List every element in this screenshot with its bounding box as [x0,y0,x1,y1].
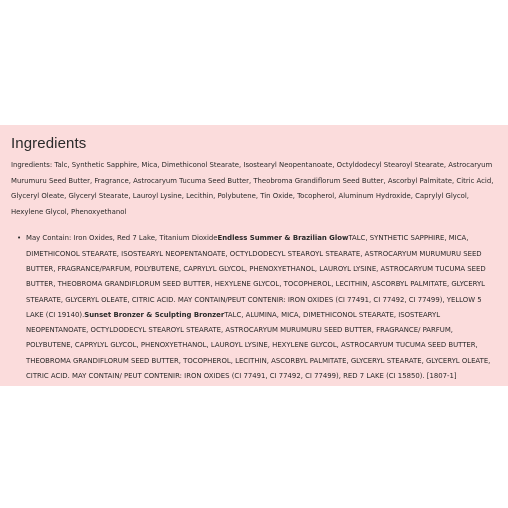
ingredients-list-item [17,231,496,384]
may-contain-text: May Contain: Iron Oxides, Red 7 Lake, Titanium Dioxide [26,234,218,243]
ingredients-list [11,231,496,384]
ingredients-panel [0,125,508,386]
ingredients-intro: Ingredients: Talc, Synthetic Sapphire, Mica, Dimethiconol Stearate, Isostearyl Neopentanoate, Octyldodecyl Stearoyl Stearate, Astrocaryum Murumuru Seed Butter, Fragrance, Astrocaryum Tucuma Seed Butter, Theobroma Grandiflorum Seed Butter, Ascorbyl Palmitate, Citric Acid, Glyceryl Oleate, Glyceryl Stearate, Lauroyl Lysine, Lecithin, Polybutene, Tin Oxide, Tocopherol, Aluminum Hydroxide, Caprylyl Glycol, Hexylene Glycol, Phenoxyethanol [11,161,494,216]
bullet-icon: • [17,234,22,243]
shade-ingredients-sunset-bronzer: TALC, ALUMINA, MICA, DIMETHICONOL STEARATE, ISOSTEARYL NEOPENTANOATE, OCTYLDODECYL STEAROYL STEARATE, ASTROCARYUM MURUMURU SEED BUTTER, FRAGRANCE/ PARFUM, POLYBUTENE, CAPRYLYL GLYCOL, PHENOXYETHANOL, LAUROYL LYSINE, HEXYLENE GLYCOL, ASTROCARYUM TUCUMA SEED BUTTER, THEOBROMA GRANDIFLORUM SEED BUTTER, TOCOPHEROL, LECITHIN, ASCORBYL PALMITATE, GLYCERYL STEARATE, GLYCERYL OLEATE, CITRIC ACID. MAY CONTAIN/ PEUT CONTENIR: IRON OXIDES (CI 77491, CI 77492, CI 77499), RED 7 LAKE (CI 15850). [1807-1] [26,310,491,381]
shade-name-sunset-bronzer: Sunset Bronzer & Sculpting Bronzer [84,310,225,319]
shade-name-endless-summer: Endless Summer & Brazilian Glow [217,234,349,243]
shade-ingredients-endless-summer: TALC, SYNTHETIC SAPPHIRE, MICA, DIMETHICONOL STEARATE, ISOSTEARYL NEOPENTANOATE, OCTYLDODECYL STEAROYL STEARATE, ASTROCARYUM MURUMURU SEED BUTTER, FRAGRANCE/PARFUM, POLYBUTENE, CAPRYLYL GLYCOL, PHENOXYETHANOL, LAUROYL LYSINE, ASTROCARYUM TUCUMA SEED BUTTER, THEOBROMA GRANDIFLORUM SEED BUTTER, HEXYLENE GLYCOL, TOCOPHEROL, LECITHIN, ASCORBYL PALMITATE, GLYCERYL STEARATE, GLYCERYL OLEATE, CITRIC ACID. MAY CONTAIN/PEUT CONTENIR: IRON OXIDES (CI 77491, CI 77492, CI 77499), YELLOW 5 LAKE (CI 19140). [26,234,486,319]
ingredients-heading: Ingredients [11,135,87,152]
